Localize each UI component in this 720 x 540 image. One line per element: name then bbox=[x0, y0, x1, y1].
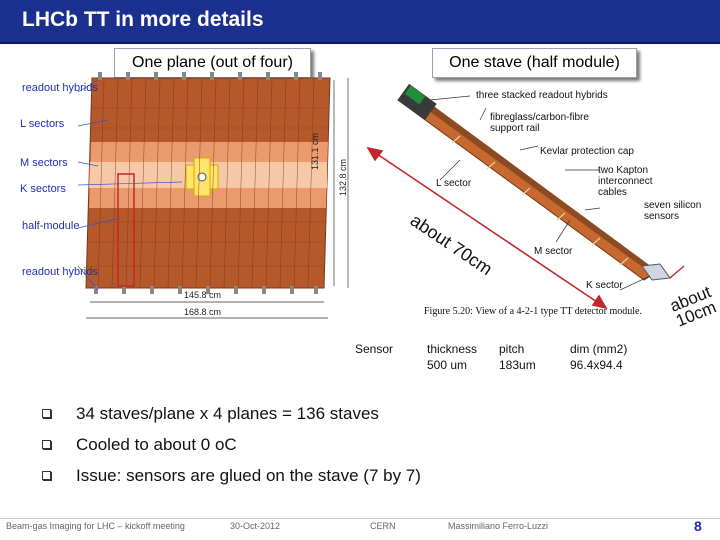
dim-width-outer: 168.8 cm bbox=[184, 307, 222, 317]
footer-meeting: Beam-gas Imaging for LHC – kickoff meeting bbox=[6, 521, 185, 531]
label-readout-top: readout hybrids bbox=[22, 82, 98, 94]
thickness-value: 500 um bbox=[427, 358, 468, 372]
bullet-text: Cooled to about 0 oC bbox=[76, 435, 237, 454]
annot-k-sector: K sector bbox=[586, 280, 623, 291]
footer-divider bbox=[0, 518, 720, 519]
figure-caption: Figure 5.20: View of a 4-2-1 type TT detector module. bbox=[424, 306, 642, 317]
caption-stave: One stave (half module) bbox=[432, 48, 637, 78]
annot-three-hybrids: three stacked readout hybrids bbox=[476, 90, 608, 101]
slide-title: LHCb TT in more details bbox=[22, 8, 264, 31]
dim-height-inner: 131.1 cm bbox=[310, 132, 320, 170]
annot-seven-sensors: seven silicon sensors bbox=[644, 200, 702, 222]
tt-plane-diagram bbox=[78, 70, 368, 330]
thickness-label: thickness bbox=[427, 342, 478, 356]
footer-author: Massimiliano Ferro-Luzzi bbox=[448, 521, 549, 531]
annot-l-sector: L sector bbox=[436, 178, 472, 189]
double-arrow-icon bbox=[368, 148, 606, 308]
annot-about-70cm: about 70cm bbox=[406, 210, 496, 280]
bullet-text: 34 staves/plane x 4 planes = 136 staves bbox=[76, 404, 379, 423]
caption-plane: One plane (out of four) bbox=[114, 48, 311, 78]
pitch-value: 183um bbox=[499, 358, 536, 372]
label-k-sectors: K sectors bbox=[20, 183, 66, 195]
dim-label: dim (mm2) bbox=[570, 342, 628, 356]
label-l-sectors: L sectors bbox=[20, 118, 65, 130]
dim-height-outer: 132.8 cm bbox=[338, 158, 348, 196]
label-half-module: half-module bbox=[22, 220, 80, 232]
dim-value: 96.4x94.4 bbox=[570, 358, 623, 372]
square-bullet-icon bbox=[42, 440, 51, 449]
annot-kevlar: Kevlar protection cap bbox=[540, 146, 634, 157]
square-bullet-icon bbox=[42, 471, 51, 480]
annot-kapton: two Kapton interconnect cables bbox=[598, 165, 653, 198]
annot-m-sector: M sector bbox=[534, 246, 573, 257]
sensor-row-label: Sensor bbox=[355, 342, 394, 356]
title-bar bbox=[0, 0, 720, 44]
pitch-label: pitch bbox=[499, 342, 525, 356]
footer-org: CERN bbox=[370, 521, 396, 531]
square-bullet-icon bbox=[42, 409, 51, 418]
footer-date: 30-Oct-2012 bbox=[230, 521, 281, 531]
dim-width-inner: 145.8 cm bbox=[184, 290, 222, 300]
slide-number: 8 bbox=[694, 518, 702, 534]
bullet-text: Issue: sensors are glued on the stave (7 by 7) bbox=[76, 466, 421, 485]
label-m-sectors: M sectors bbox=[20, 157, 68, 169]
annot-rail: fibreglass/carbon-fibre support rail bbox=[490, 112, 589, 134]
annot-about-10cm: about 10cm bbox=[667, 282, 719, 331]
label-readout-bottom: readout hybrids bbox=[22, 266, 98, 278]
